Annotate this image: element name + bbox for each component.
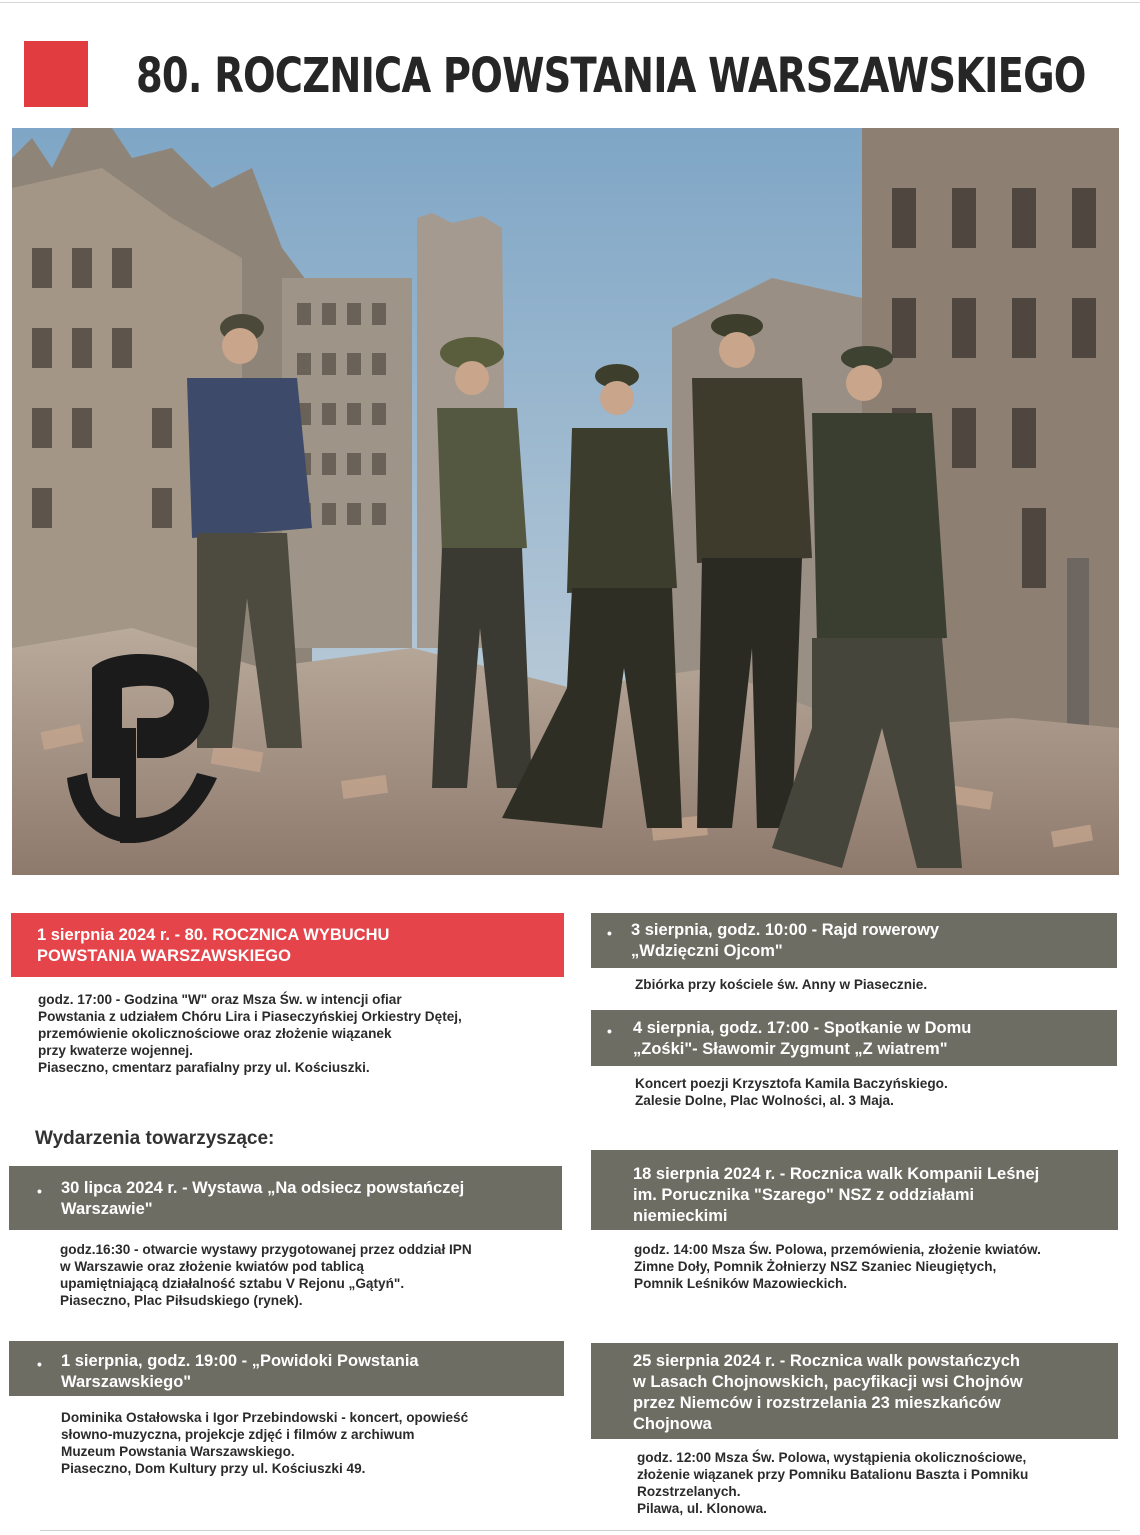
event-description-dom-zoski: Koncert poezji Krzysztofa Kamila Baczyńskiego. Zalesie Dolne, Plac Wolności, al. 3 Maja. <box>635 1076 948 1108</box>
event-bar-kompania-lesna: 18 sierpnia 2024 r. - Rocznica walk Kompanii Leśnej im. Porucznika "Szarego" NSZ z oddziałami niemieckimi <box>591 1150 1118 1230</box>
bullet: • <box>37 1356 42 1372</box>
event-description-powidoki: Dominika Ostałowska i Igor Przebindowski - koncert, opowieść słowno-muzyczna, projekcje zdjęć i filmów z archiwum Muzeum Powstania Warszawskiego. Piaseczno, Dom Kultury przy ul. Kościuszki 49. <box>61 1410 469 1476</box>
event-description-lasy-chojnowskie: godz. 12:00 Msza Św. Polowa, wystąpienia okolicznościowe, złożenie wiązanek przy Pomniku Batalionu Baszta i Pomniku Rozstrzelanych. Pilawa, ul. Klonowa. <box>637 1450 1029 1516</box>
page-title: 80. ROCZNICA POWSTANIA WARSZAWSKIEGO <box>136 48 1086 104</box>
insurgents-photo <box>12 128 1119 875</box>
main-event-bar <box>11 913 564 977</box>
main-event-title-line-2: POWSTANIA WARSZAWSKIEGO <box>37 947 291 965</box>
event-description-rajd-rowerowy: Zbiórka przy kościele św. Anny w Piasecznie. <box>635 977 928 992</box>
red-accent-square <box>24 41 88 107</box>
bullet: • <box>37 1183 42 1199</box>
main-event-title-line-1: 1 sierpnia 2024 r. - 80. ROCZNICA WYBUCHU <box>37 926 390 944</box>
event-bar-dom-zoski: • 4 sierpnia, godz. 17:00 - Spotkanie w Domu „Zośki"- Sławomir Zygmunt „Z wiatrem" <box>591 1010 1117 1066</box>
section-heading: Wydarzenia towarzyszące: <box>35 1128 275 1149</box>
event-description-kompania-lesna: godz. 14:00 Msza Św. Polowa, przemówienia, złożenie kwiatów. Zimne Doły, Pomnik Żołnierzy NSZ Szaniec Nieugiętych, Pomnik Leśników Mazowieckich. <box>634 1242 1041 1291</box>
event-bar-lasy-chojnowskie: 25 sierpnia 2024 r. - Rocznica walk powstańczych w Lasach Chojnowskich, pacyfikacji wsi Chojnów przez Niemców i rozstrzelania 23 mieszkańców Chojnowa <box>591 1343 1118 1439</box>
event-bar-rajd-rowerowy: • 3 sierpnia, godz. 10:00 - Rajd rowerowy „Wdzięczni Ojcom" <box>591 913 1117 968</box>
bullet: • <box>607 1023 612 1039</box>
event-bar-powidoki: • 1 sierpnia, godz. 19:00 - „Powidoki Powstania Warszawskiego" <box>9 1341 564 1396</box>
bullet: • <box>607 925 612 941</box>
top-divider <box>0 2 1140 3</box>
main-event-description: godz. 17:00 - Godzina "W" oraz Msza Św. w intencji ofiar Powstania z udziałem Chóru Lira i Piaseczyńskiej Orkiestry Dętej, przemówienie okolicznościowe oraz złożenie wiązanek przy kwaterze wojennej. Piaseczno, cmentarz parafialny przy ul. Kościuszki. <box>38 992 462 1075</box>
bottom-divider <box>40 1530 1120 1531</box>
event-bar-30-lipca: • 30 lipca 2024 r. - Wystawa „Na odsiecz powstańczej Warszawie" <box>9 1166 562 1230</box>
event-description-30-lipca: godz.16:30 - otwarcie wystawy przygotowanej przez oddział IPN w Warszawie oraz złożenie kwiatów pod tablicą upamiętniającą działalność sztabu V Rejonu „Gątyń". Piaseczno, Plac Piłsudskiego (rynek). <box>60 1242 472 1308</box>
